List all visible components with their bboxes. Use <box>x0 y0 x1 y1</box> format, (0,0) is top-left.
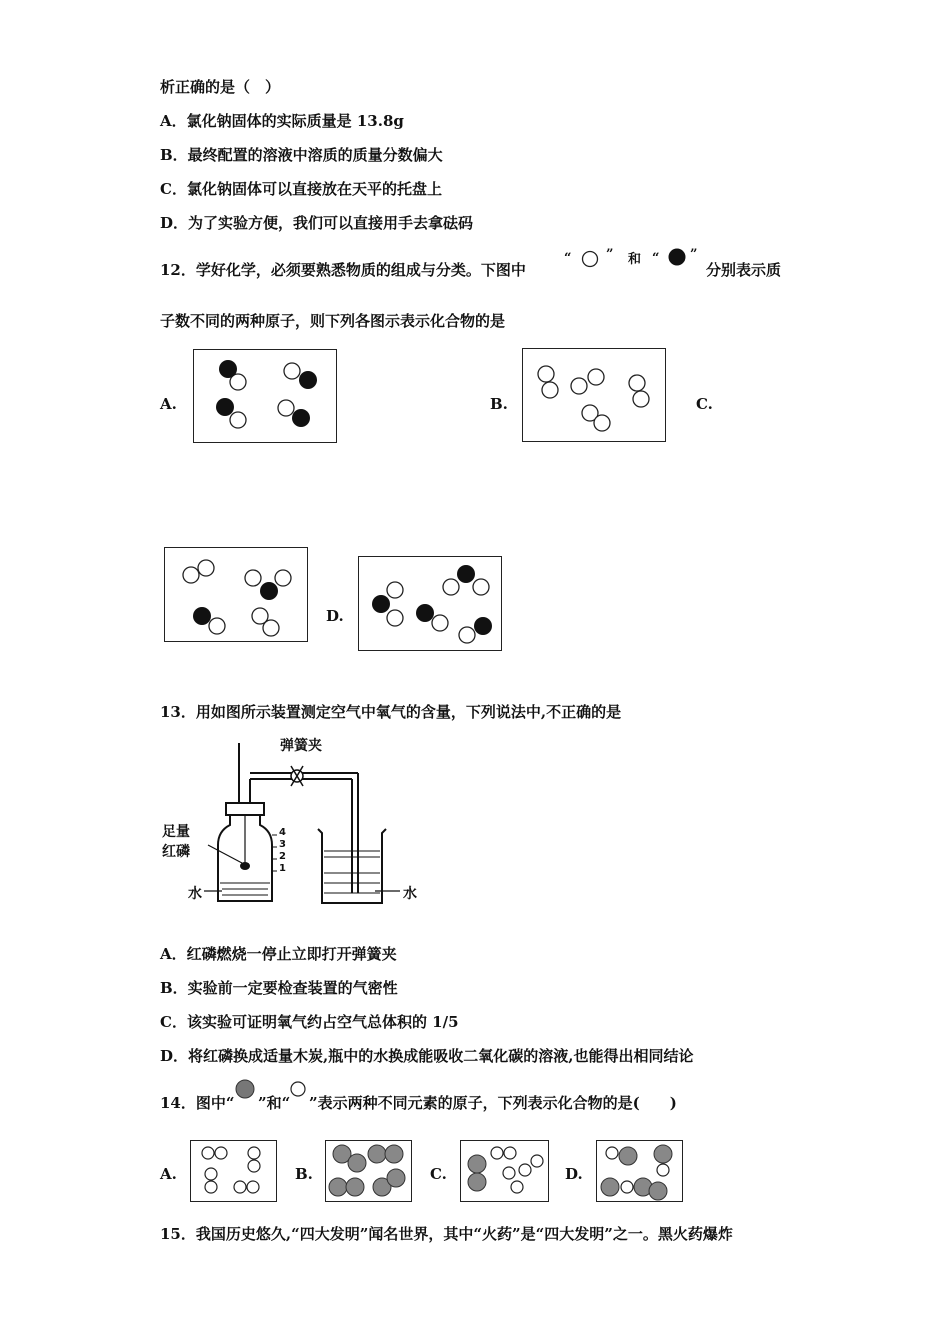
q14-c-molecules <box>461 1141 548 1201</box>
q14-a-molecules <box>191 1141 276 1201</box>
q14-option-b-diagram[interactable] <box>325 1140 412 1202</box>
clamp-label: 弹簧夹 <box>280 738 322 754</box>
quote-open-2: “ <box>652 251 660 266</box>
q12-option-a-diagram[interactable] <box>193 349 337 443</box>
q14-stem-end: ”表示两种不同元素的原子，下列表示化合物的是( ) <box>309 1094 677 1112</box>
q14-option-a-diagram[interactable] <box>190 1140 277 1202</box>
q13-stem: 13．用如图所示装置测定空气中氧气的含量，下列说法中,不正确的是 <box>160 703 622 721</box>
phosphorus-label-1: 足量 <box>162 824 190 840</box>
q12-a-molecules <box>194 350 336 442</box>
q14-stem-start: 14．图中“ <box>160 1094 235 1112</box>
q13-option-d[interactable]: D．将红磷换成适量木炭,瓶中的水换成能吸收二氧化碳的溶液,也能得出相同结论 <box>160 1047 694 1065</box>
quote-close-2: ” <box>690 247 698 262</box>
q11-option-a[interactable]: A．氯化钠固体的实际质量是 13.8g <box>160 112 404 130</box>
q11-stem-tail: 析正确的是（ ） <box>160 78 281 96</box>
q12-label-d[interactable]: D. <box>326 607 344 625</box>
q14-label-a[interactable]: A. <box>160 1165 177 1183</box>
q12-label-a[interactable]: A. <box>160 395 177 413</box>
q13-apparatus <box>160 733 430 918</box>
black-atom-legend-icon <box>666 247 688 267</box>
q12-and: 和 <box>628 252 642 267</box>
water-label-left: 水 <box>188 886 202 902</box>
q12-stem-end: 分别表示质 <box>706 261 782 279</box>
q12-option-c-diagram[interactable] <box>164 547 308 642</box>
q13-option-c[interactable]: C．该实验可证明氧气约占空气总体积的 1/5 <box>160 1013 459 1031</box>
scale-2: 2 <box>279 851 286 862</box>
water-label-right: 水 <box>403 886 417 902</box>
q12-c-molecules <box>165 548 307 641</box>
scale-3: 3 <box>279 839 286 850</box>
q14-option-c-diagram[interactable] <box>460 1140 549 1202</box>
gray-atom-legend-icon <box>234 1078 256 1100</box>
phosphorus-label-2: 红磷 <box>162 844 190 860</box>
q14-label-b[interactable]: B. <box>295 1165 313 1183</box>
q14-label-c[interactable]: C. <box>430 1165 447 1183</box>
q14-d-molecules <box>597 1141 682 1201</box>
q12-b-molecules <box>523 349 665 441</box>
scale-1: 1 <box>279 863 286 874</box>
q14-b-molecules <box>326 1141 411 1201</box>
q11-option-d[interactable]: D．为了实验方便，我们可以直接用手去拿砝码 <box>160 214 474 232</box>
q12-stem-line2: 子数不同的两种原子，则下列各图示表示化合物的是 <box>160 312 506 330</box>
quote-close-1: ” <box>606 247 614 262</box>
q12-label-c[interactable]: C. <box>696 395 713 413</box>
quote-open-1: “ <box>564 251 572 266</box>
q14-label-d[interactable]: D. <box>565 1165 583 1183</box>
q14-mid: ”和“ <box>258 1094 291 1112</box>
scale-4: 4 <box>279 827 286 838</box>
q13-option-b[interactable]: B．实验前一定要检查装置的气密性 <box>160 979 398 997</box>
q12-option-d-diagram[interactable] <box>358 556 502 651</box>
q12-label-b[interactable]: B. <box>490 395 508 413</box>
q11-option-b[interactable]: B．最终配置的溶液中溶质的质量分数偏大 <box>160 146 443 164</box>
white-atom-legend-icon <box>579 249 601 269</box>
q12-d-molecules <box>359 557 501 650</box>
q12-stem-start: 12．学好化学，必须要熟悉物质的组成与分类。下图中 <box>160 261 526 279</box>
white-atom-legend-icon-2 <box>288 1080 308 1098</box>
q11-option-c[interactable]: C．氯化钠固体可以直接放在天平的托盘上 <box>160 180 442 198</box>
q14-option-d-diagram[interactable] <box>596 1140 683 1202</box>
q12-option-b-diagram[interactable] <box>522 348 666 442</box>
q13-option-a[interactable]: A．红磷燃烧一停止立即打开弹簧夹 <box>160 945 397 963</box>
q15-stem: 15．我国历史悠久,“四大发明”闻名世界，其中“火药”是“四大发明”之一。黑火药爆炸 <box>160 1225 733 1243</box>
